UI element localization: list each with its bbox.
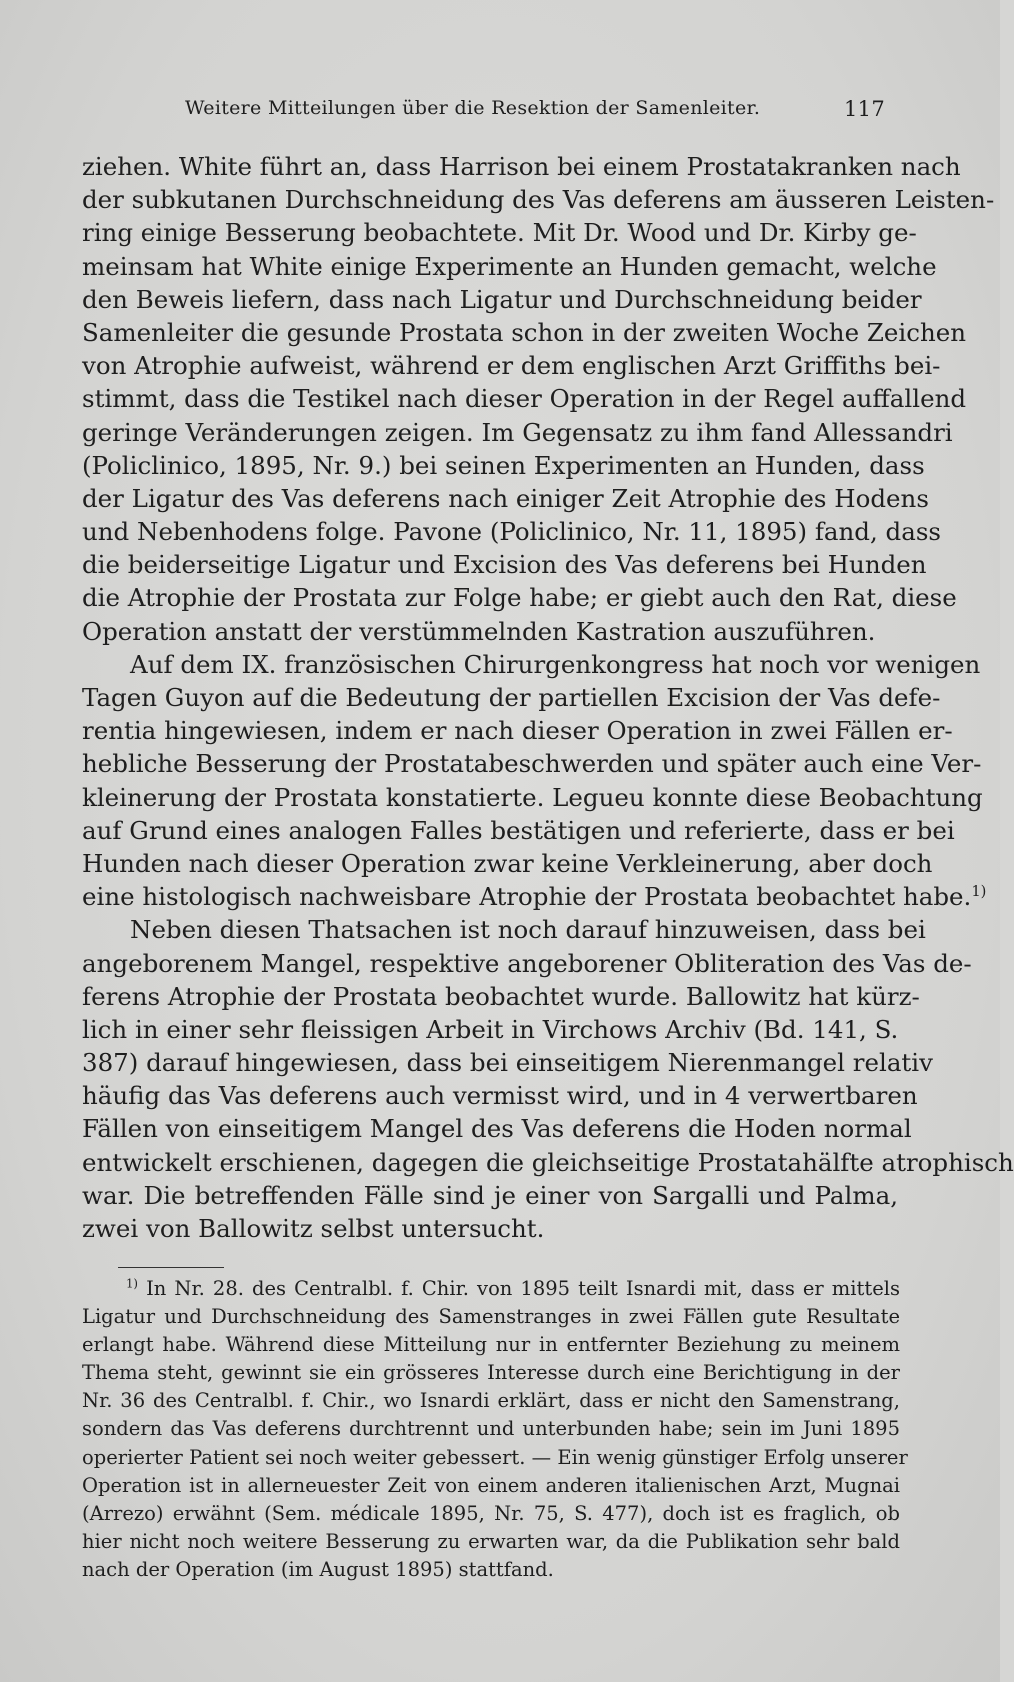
text-line: Auf dem IX. französischen Chirurgenkongress hat noch vor wenigen xyxy=(130,649,981,679)
text-line: Operation anstatt der verstümmelnden Kastration auszuführen. xyxy=(82,616,876,646)
text-line: ziehen. White führt an, dass Harrison bei einem Prostatakranken nach xyxy=(82,152,961,181)
text-line: die beiderseitige Ligatur und Excision des Vas deferens bei Hunden xyxy=(82,550,927,580)
footnote-line xyxy=(82,1275,900,1303)
text-line: den Beweis liefern, dass nach Ligatur und Durchschneidung beider xyxy=(82,284,922,314)
text-line: und Nebenhodens folge. Pavone (Policlinico, Nr. 11, 1895) fand, dass xyxy=(82,517,941,547)
footnote-line: Operation ist in allerneuester Zeit von einem anderen italienischen Arzt, Mugnai xyxy=(82,1473,900,1497)
text-line: der Ligatur des Vas deferens nach einiger Zeit Atrophie des Hodens xyxy=(82,483,929,513)
text-line: auf Grund eines analogen Falles bestätigen und referierte, dass er bei xyxy=(82,815,955,845)
text-line: der subkutanen Durchschneidung des Vas deferens am äusseren Leisten- xyxy=(82,185,995,215)
text-line: Fällen von einseitigem Mangel des Vas deferens die Hoden normal xyxy=(82,1114,912,1144)
footnote-line-content: In Nr. 28. des Centralbl. f. Chir. von 1895 teilt Isnardi mit, dass er mittels xyxy=(146,1277,900,1300)
text-line: von Atrophie aufweist, während er dem englischen Arzt Griffiths bei- xyxy=(82,351,941,381)
footnote-rule xyxy=(118,1267,224,1268)
text-line: Hunden nach dieser Operation zwar keine Verkleinerung, aber doch xyxy=(82,848,933,878)
text-line: kleinerung der Prostata konstatierte. Legueu konnte diese Beobachtung xyxy=(82,782,983,812)
text-line: (Policlinico, 1895, Nr. 9.) bei seinen Experimenten an Hunden, dass xyxy=(82,450,925,480)
footnotes xyxy=(82,1275,908,1584)
page-number: 117 xyxy=(844,97,885,121)
body-text xyxy=(82,150,1014,1245)
footnote-marker: 1) xyxy=(971,882,987,900)
text-line-content: eine histologisch nachweisbare Atrophie der Prostata beobachtet habe. xyxy=(82,882,972,912)
text-line xyxy=(82,880,987,913)
text-line: stimmt, dass die Testikel nach dieser Operation in der Regel auffallend xyxy=(82,384,967,414)
footnote-line: Nr. 36 des Centralbl. f. Chir., wo Isnardi erklärt, dass er nicht den Samenstrang, xyxy=(82,1389,900,1413)
text-line: hebliche Besserung der Prostatabeschwerden und später auch eine Ver- xyxy=(82,749,982,779)
text-line: ferens Atrophie der Prostata beobachtet wurde. Ballowitz hat kürz- xyxy=(82,981,920,1011)
text-line: zwei von Ballowitz selbst untersucht. xyxy=(82,1214,545,1243)
text-line: geringe Veränderungen zeigen. Im Gegensatz zu ihm fand Allessandri xyxy=(82,417,953,447)
text-line: lich in einer sehr fleissigen Arbeit in Virchows Archiv (Bd. 141, S. xyxy=(82,1014,899,1044)
footnote-line: sondern das Vas deferens durchtrennt und unterbunden habe; sein im Juni 1895 xyxy=(82,1417,900,1441)
text-line: Neben diesen Thatsachen ist noch darauf hinzuweisen, dass bei xyxy=(130,915,926,945)
text-line: 387) darauf hingewiesen, dass bei einseitigem Nierenmangel relativ xyxy=(82,1048,933,1078)
footnote-line: hier nicht noch weitere Besserung zu erwarten war, da die Publikation sehr bald xyxy=(82,1529,900,1553)
running-title: Weitere Mitteilungen über die Resektion der Samenleiter. xyxy=(185,97,761,119)
text-line: meinsam hat White einige Experimente an Hunden gemacht, welche xyxy=(82,251,937,281)
text-line: häufig das Vas deferens auch vermisst wird, und in 4 verwertbaren xyxy=(82,1081,918,1111)
footnote-line: Thema steht, gewinnt sie ein grösseres Interesse durch eine Berichtigung in der xyxy=(82,1361,900,1385)
running-head xyxy=(0,97,1000,127)
footnote-line: nach der Operation (im August 1895) stattfand. xyxy=(82,1557,554,1581)
footnote-line: (Arrezo) erwähnt (Sem. médicale 1895, Nr. 75, S. 477), doch ist es fraglich, ob xyxy=(82,1501,900,1525)
text-line: Tagen Guyon auf die Bedeutung der partiellen Excision der Vas defe- xyxy=(82,683,941,712)
text-line: ring einige Besserung beobachtete. Mit Dr. Wood und Dr. Kirby ge- xyxy=(82,218,917,248)
footnote-number: 1) xyxy=(126,1276,138,1291)
text-line: Samenleiter die gesunde Prostata schon in der zweiten Woche Zeichen xyxy=(82,317,967,347)
footnote-line: operierter Patient sei noch weiter gebessert. — Ein wenig günstiger Erfolg unserer xyxy=(82,1445,908,1469)
footnote-line: Ligatur und Durchschneidung des Samenstranges in zwei Fällen gute Resultate xyxy=(82,1305,900,1329)
text-line: rentia hingewiesen, indem er nach dieser Operation in zwei Fällen er- xyxy=(82,716,953,746)
text-line: entwickelt erschienen, dagegen die gleichseitige Prostatahälfte atrophisch xyxy=(82,1147,1014,1177)
footnote-line: erlangt habe. Während diese Mitteilung nur in entfernter Beziehung zu meinem xyxy=(82,1333,900,1357)
text-line: angeborenem Mangel, respektive angeborener Obliteration des Vas de- xyxy=(82,948,972,978)
text-line: die Atrophie der Prostata zur Folge habe; er giebt auch den Rat, diese xyxy=(82,583,957,613)
text-line: war. Die betreffenden Fälle sind je einer von Sargalli und Palma, xyxy=(82,1180,898,1210)
